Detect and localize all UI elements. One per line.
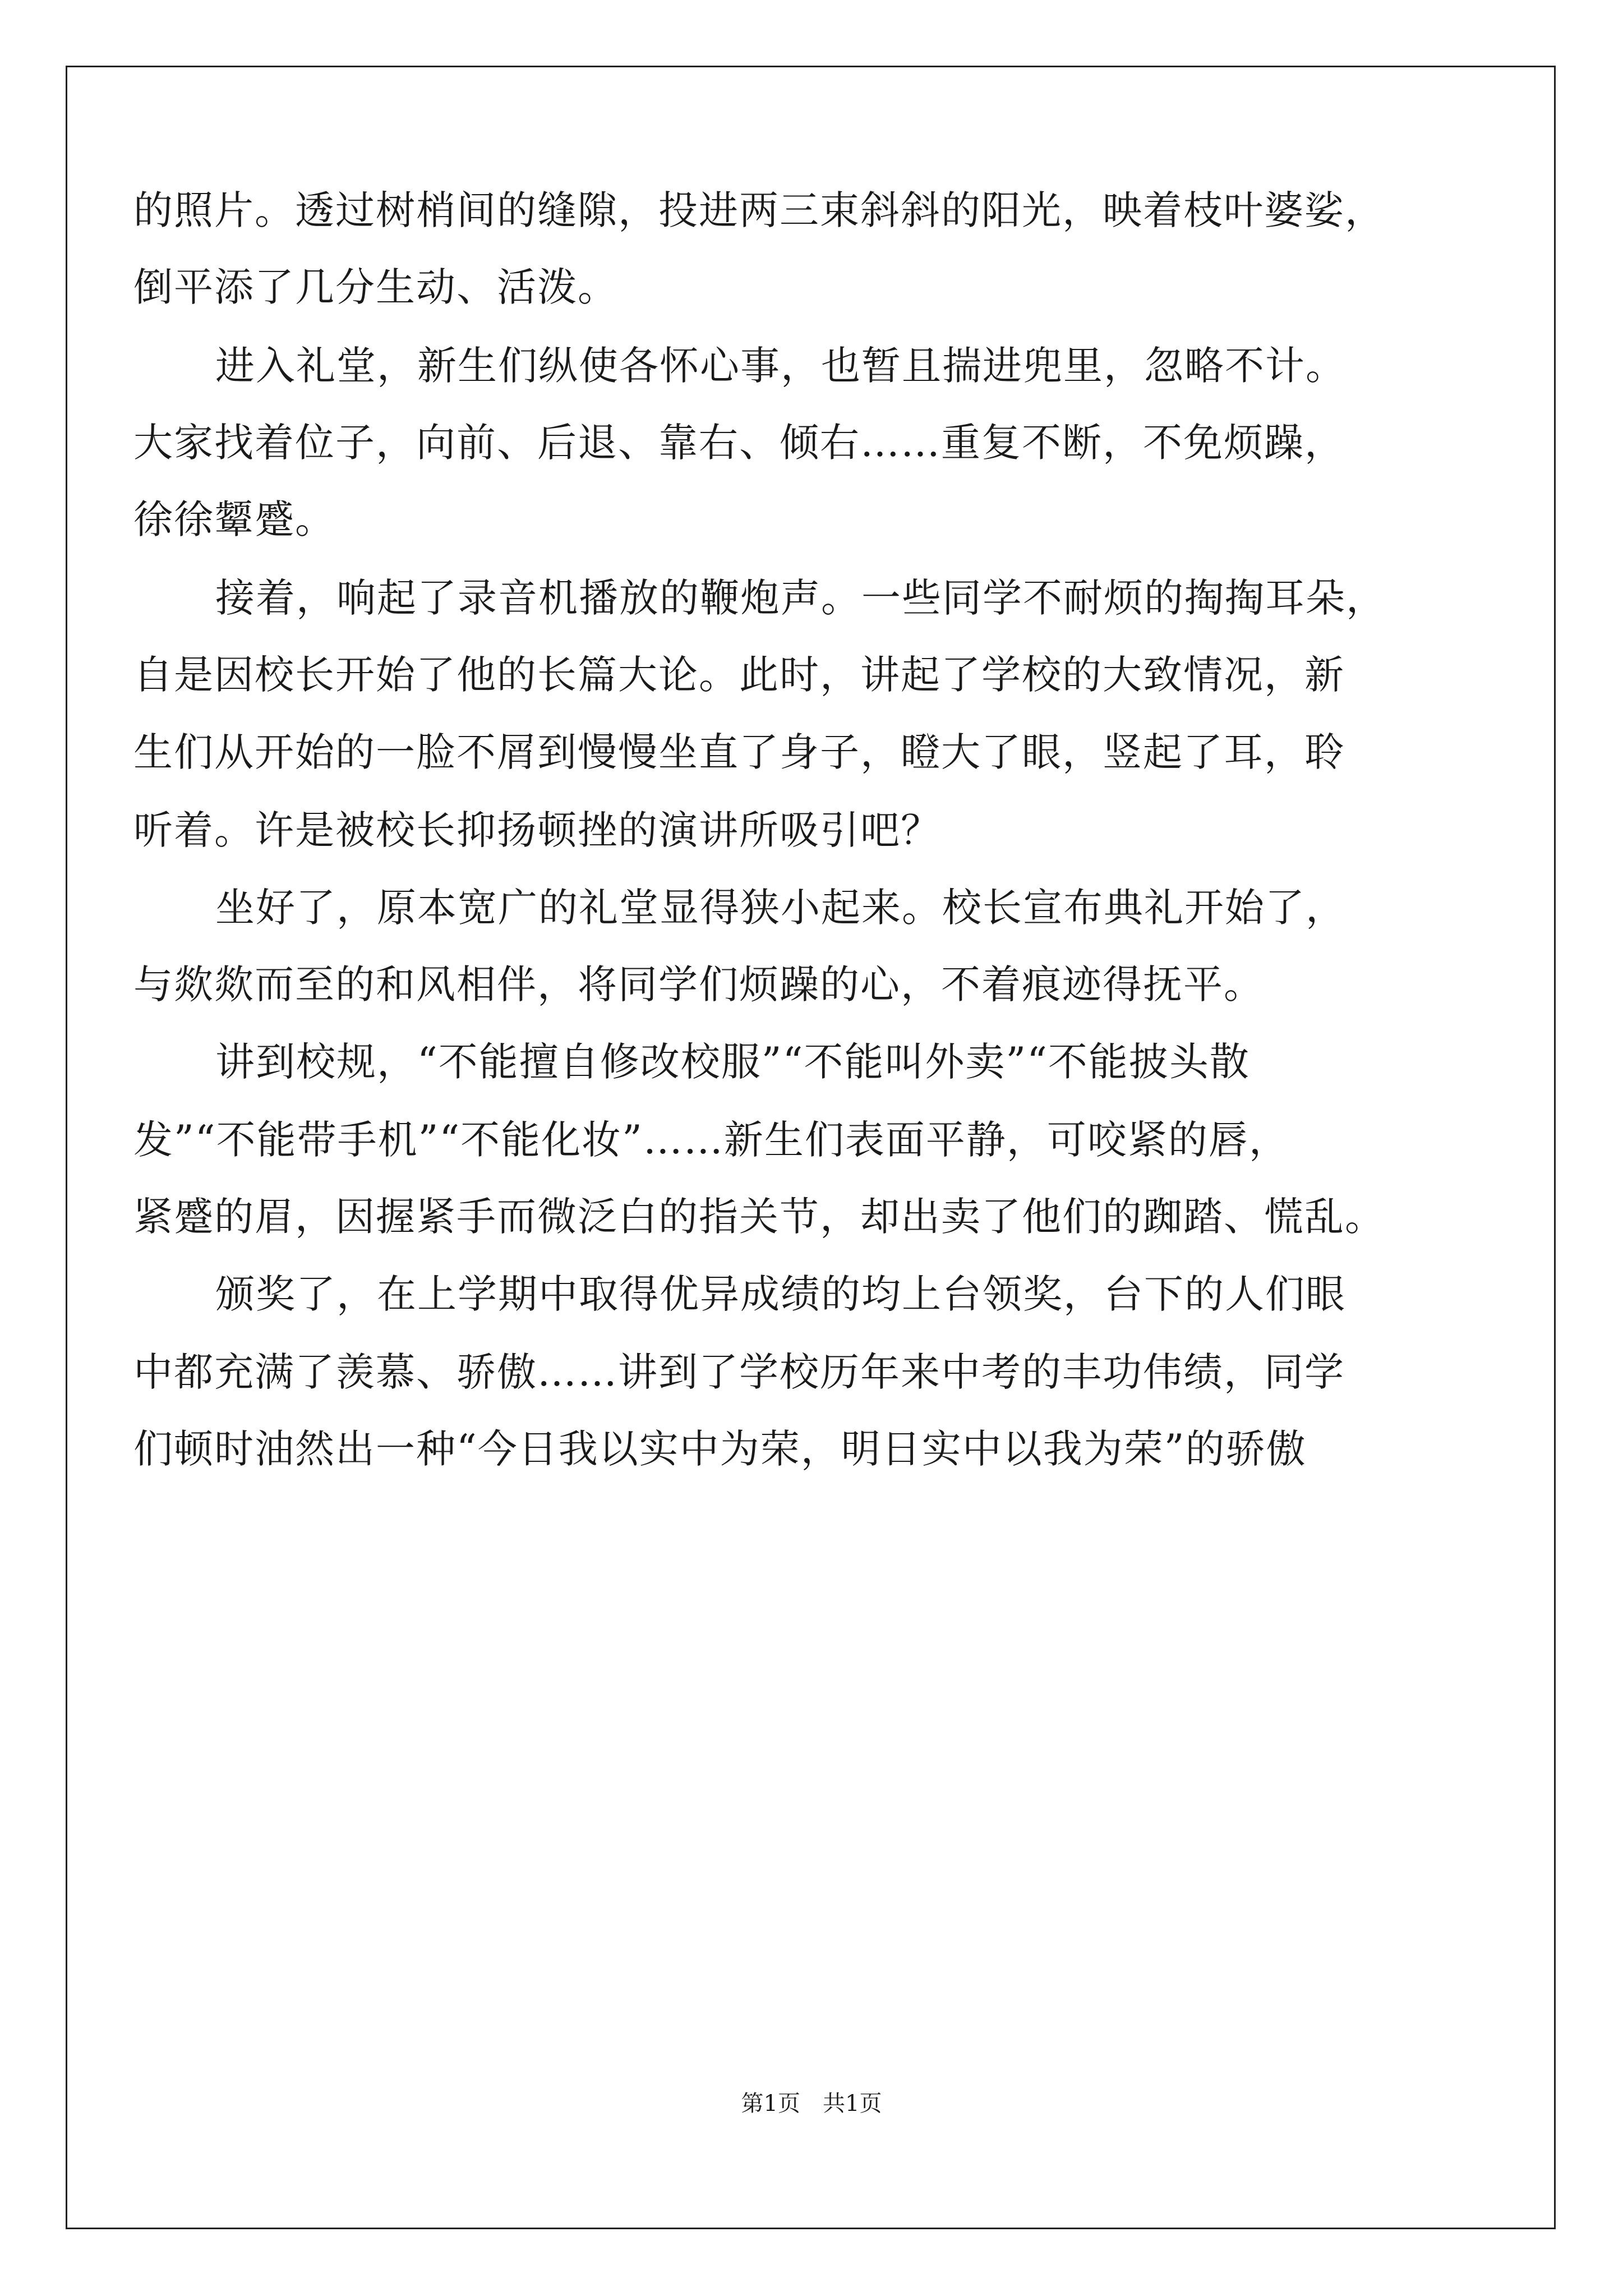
text-line: 的照片。透过树梢间的缝隙，投进两三束斜斜的阳光，映着枝叶婆娑， [133,187,1385,233]
text-line: 倒平添了几分生动、活泼。 [133,264,618,310]
page-number-footer: 第1页 共1页 [741,2091,882,2116]
text-line: 听着。许是被校长抑扬顿挫的演讲所吸引吧？ [133,807,941,853]
text-line: 紧蹙的眉，因握紧手而微泛白的指关节，却出卖了他们的踟踏、慌乱。 [133,1194,1385,1240]
paragraph-first-line: 坐好了，原本宽广的礼堂显得狭小起来。校长宣布典礼开始了， [215,885,1346,931]
paragraph-first-line: 接着，响起了录音机播放的鞭炮声。一些同学不耐烦的掏掏耳朵， [215,575,1386,621]
text-line: 中都充满了羡慕、骄傲……讲到了学校历年来中考的丰功伟绩，同学 [133,1349,1345,1395]
paragraph-first-line: 进入礼堂，新生们纵使各怀心事，也暂且揣进兜里，忽略不计。 [215,343,1346,389]
text-line: 徐徐颦蹙。 [133,496,335,542]
paragraph-first-line: 颁奖了，在上学期中取得优异成绩的均上台领奖，台下的人们眼 [215,1271,1346,1317]
text-line: 自是因校长开始了他的长篇大论。此时，讲起了学校的大致情况，新 [133,652,1345,698]
text-line: 与欻欻而至的和风相伴，将同学们烦躁的心，不着痕迹得抚平。 [133,961,1264,1007]
text-line: 大家找着位子，向前、后退、靠右、倾右……重复不断，不免烦躁， [133,420,1345,466]
text-line: 发”“不能带手机”“不能化妆”……新生们表面平静，可咬紧的唇， [133,1117,1289,1163]
paragraph-first-line: 讲到校规，“不能擅自修改校服”“不能叫外卖”“不能披头散 [215,1039,1250,1085]
text-line: 生们从开始的一脸不屑到慢慢坐直了身子，瞪大了眼，竖起了耳，聆 [133,729,1345,775]
text-line: 们顿时油然出一种“今日我以实中为荣，明日实中以我为荣”的骄傲 [133,1426,1307,1472]
